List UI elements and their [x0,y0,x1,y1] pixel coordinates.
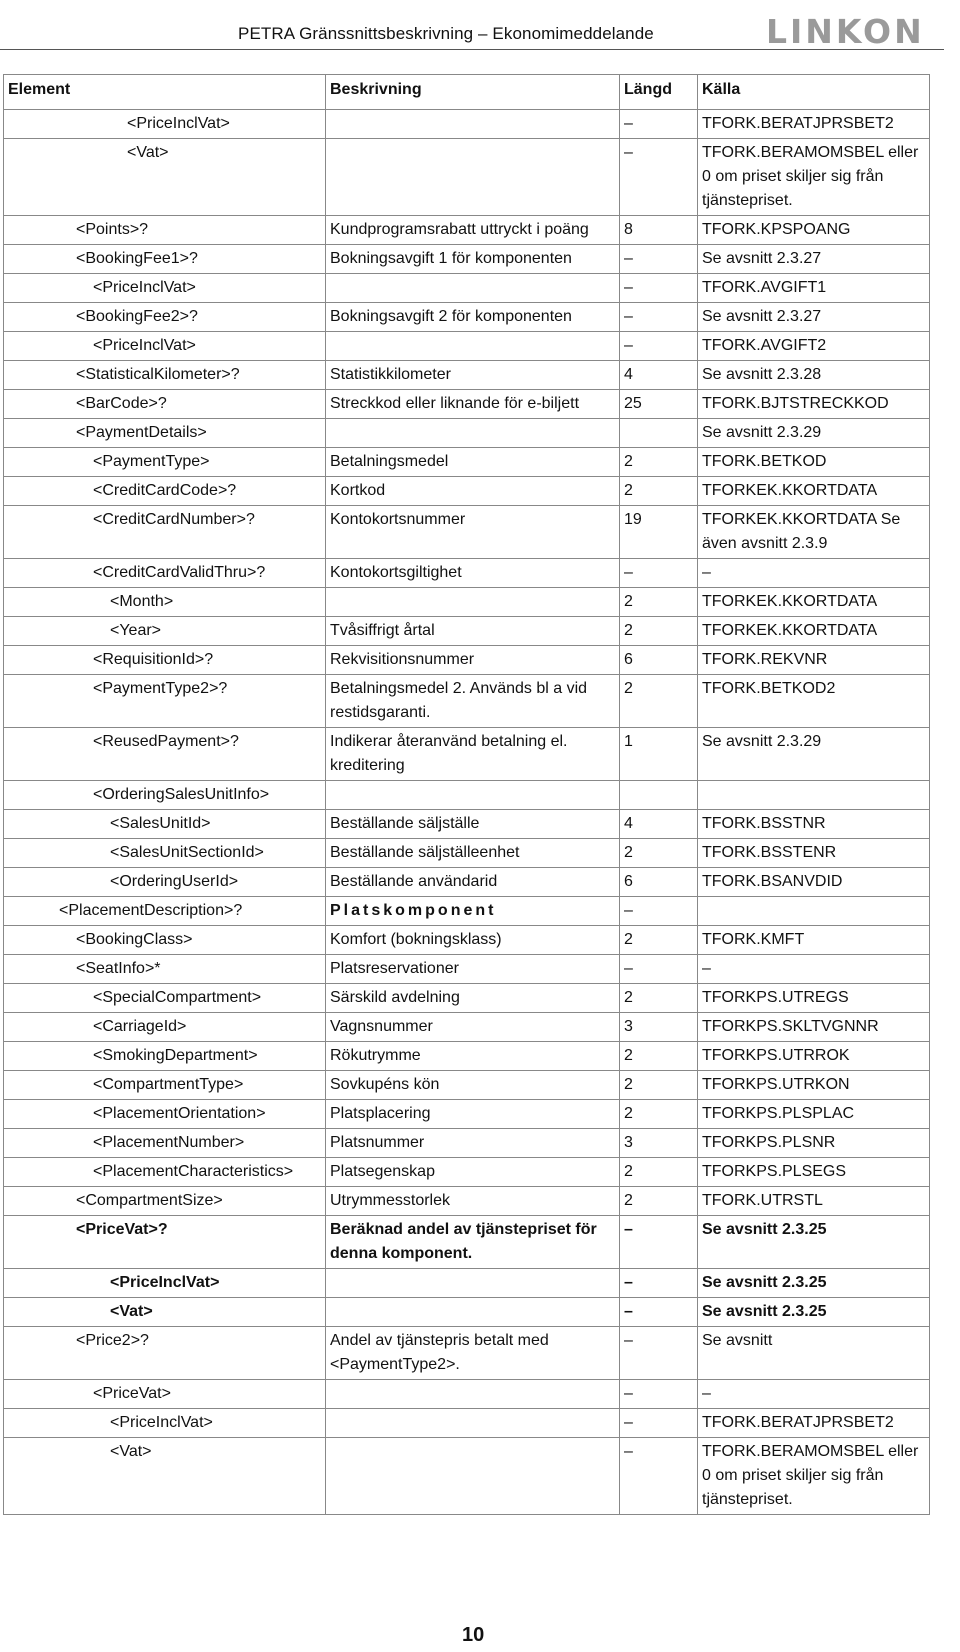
element-cell: <BarCode>? [4,390,326,419]
description-cell: Beställande användarid [326,868,620,897]
page-header [0,0,960,60]
header-divider [0,49,944,50]
description-cell: Platsplacering [326,1100,620,1129]
element-cell: <Month> [4,588,326,617]
description-cell: Andel av tjänstepris betalt med <PaymentType2>. [326,1327,620,1380]
table-row [4,1438,930,1515]
column-header-description: Beskrivning [326,75,620,110]
table-row [4,955,930,984]
source-cell: – [698,559,930,588]
length-cell: 2 [620,1071,698,1100]
table-row [4,1380,930,1409]
source-cell: TFORK.BJTSTRECKKOD [698,390,930,419]
description-cell: Platsreservationer [326,955,620,984]
element-cell: <Points>? [4,216,326,245]
table-row [4,1298,930,1327]
element-cell: <BookingFee2>? [4,303,326,332]
element-cell: <CreditCardCode>? [4,477,326,506]
linkon-logo: LINKON [766,12,925,51]
table-row [4,216,930,245]
table-row [4,1216,930,1269]
source-cell: Se avsnitt 2.3.29 [698,728,930,781]
table-row [4,1187,930,1216]
element-cell: <SmokingDepartment> [4,1042,326,1071]
description-cell: Komfort (bokningsklass) [326,926,620,955]
element-cell: <Vat> [4,139,326,216]
table-row [4,245,930,274]
source-cell: TFORK.KPSPOANG [698,216,930,245]
table-row [4,419,930,448]
element-cell: <PlacementNumber> [4,1129,326,1158]
table-row [4,1269,930,1298]
source-cell: TFORK.UTRSTL [698,1187,930,1216]
length-cell: 2 [620,675,698,728]
length-cell: – [620,110,698,139]
source-cell: TFORKEK.KKORTDATA [698,477,930,506]
table-body [4,110,930,1515]
element-cell: <PriceInclVat> [4,110,326,139]
length-cell: 1 [620,728,698,781]
length-cell: 3 [620,1013,698,1042]
description-cell: Kontokortsgiltighet [326,559,620,588]
length-cell: – [620,245,698,274]
page-number: 10 [462,1624,485,1646]
length-cell: 6 [620,868,698,897]
table-row [4,646,930,675]
source-cell [698,897,930,926]
description-cell: Särskild avdelning [326,984,620,1013]
element-cell: <SeatInfo>* [4,955,326,984]
description-cell: Betalningsmedel [326,448,620,477]
length-cell: – [620,1298,698,1327]
table-row [4,361,930,390]
table-row [4,588,930,617]
source-cell: TFORK.AVGIFT1 [698,274,930,303]
length-cell: – [620,139,698,216]
column-header-length: Längd [620,75,698,110]
source-cell: TFORK.BETKOD [698,448,930,477]
description-cell [326,332,620,361]
description-cell: Kontokortsnummer [326,506,620,559]
length-cell: 2 [620,588,698,617]
column-header-source: Källa [698,75,930,110]
table-row [4,1158,930,1187]
source-cell: Se avsnitt 2.3.25 [698,1269,930,1298]
description-cell [326,1409,620,1438]
table-row [4,1409,930,1438]
length-cell: – [620,897,698,926]
source-cell: Se avsnitt 2.3.27 [698,303,930,332]
table-row [4,477,930,506]
element-specification-table [3,74,930,1515]
source-cell: TFORK.BERAMOMSBEL eller 0 om priset skiljer sig från tjänstepriset. [698,1438,930,1515]
element-cell: <PriceVat> [4,1380,326,1409]
source-cell: TFORKPS.PLSPLAC [698,1100,930,1129]
length-cell [620,781,698,810]
element-cell: <CarriageId> [4,1013,326,1042]
length-cell: – [620,1216,698,1269]
element-cell: <Price2>? [4,1327,326,1380]
element-cell: <PriceVat>? [4,1216,326,1269]
description-cell: Platskomponent [326,897,620,926]
table-row [4,897,930,926]
source-cell: TFORK.BERATJPRSBET2 [698,110,930,139]
source-cell [698,781,930,810]
description-cell [326,781,620,810]
element-cell: <PriceInclVat> [4,1409,326,1438]
source-cell: TFORKPS.SKLTVGNNR [698,1013,930,1042]
element-cell: <CompartmentType> [4,1071,326,1100]
element-cell: <CreditCardValidThru>? [4,559,326,588]
element-cell: <PlacementCharacteristics> [4,1158,326,1187]
table-row [4,1071,930,1100]
source-cell: TFORK.BSSTENR [698,839,930,868]
length-cell: 25 [620,390,698,419]
element-cell: <Vat> [4,1298,326,1327]
table-row [4,868,930,897]
description-cell: Beräknad andel av tjänstepriset för denna komponent. [326,1216,620,1269]
table-row [4,1100,930,1129]
table-row [4,110,930,139]
description-cell: Beställande säljställeenhet [326,839,620,868]
table-row [4,1042,930,1071]
length-cell: 2 [620,477,698,506]
description-cell: Rekvisitionsnummer [326,646,620,675]
element-cell: <PriceInclVat> [4,274,326,303]
length-cell: – [620,1269,698,1298]
description-cell: Kundprogramsrabatt uttryckt i poäng [326,216,620,245]
length-cell: 2 [620,839,698,868]
length-cell: – [620,1438,698,1515]
source-cell: Se avsnitt 2.3.25 [698,1298,930,1327]
description-cell: Kortkod [326,477,620,506]
description-cell [326,1298,620,1327]
length-cell: – [620,559,698,588]
table-row [4,274,930,303]
source-cell: Se avsnitt [698,1327,930,1380]
source-cell: TFORK.BSSTNR [698,810,930,839]
element-cell: <SpecialCompartment> [4,984,326,1013]
description-cell: Utrymmesstorlek [326,1187,620,1216]
table-row [4,810,930,839]
table-row [4,1013,930,1042]
length-cell: 2 [620,1100,698,1129]
table-row [4,926,930,955]
table-row [4,448,930,477]
element-cell: <BookingFee1>? [4,245,326,274]
source-cell: TFORKPS.UTRKON [698,1071,930,1100]
source-cell: TFORK.BERATJPRSBET2 [698,1409,930,1438]
element-cell: <CompartmentSize> [4,1187,326,1216]
description-cell: Statistikkilometer [326,361,620,390]
element-cell: <PlacementDescription>? [4,897,326,926]
description-cell [326,1438,620,1515]
element-cell: <OrderingSalesUnitInfo> [4,781,326,810]
table-row [4,139,930,216]
length-cell: 8 [620,216,698,245]
source-cell: Se avsnitt 2.3.29 [698,419,930,448]
source-cell: – [698,1380,930,1409]
source-cell: – [698,955,930,984]
length-cell: – [620,1409,698,1438]
length-cell: – [620,1380,698,1409]
length-cell: – [620,1327,698,1380]
description-cell: Bokningsavgift 2 för komponenten [326,303,620,332]
length-cell: 6 [620,646,698,675]
element-cell: <Year> [4,617,326,646]
table-row [4,839,930,868]
length-cell: 2 [620,617,698,646]
table-header-row [4,75,930,110]
description-cell: Sovkupéns kön [326,1071,620,1100]
table-row [4,1129,930,1158]
source-cell: TFORKPS.UTRROK [698,1042,930,1071]
element-cell: <PriceInclVat> [4,1269,326,1298]
table-row [4,332,930,361]
element-cell: <BookingClass> [4,926,326,955]
document-title: PETRA Gränssnittsbeskrivning – Ekonomimeddelande [238,24,654,43]
length-cell: 19 [620,506,698,559]
source-cell: TFORK.REKVNR [698,646,930,675]
source-cell: TFORKEK.KKORTDATA Se även avsnitt 2.3.9 [698,506,930,559]
description-cell: Rökutrymme [326,1042,620,1071]
length-cell: 2 [620,448,698,477]
source-cell: TFORK.BETKOD2 [698,675,930,728]
length-cell: – [620,955,698,984]
description-cell: Betalningsmedel 2. Används bl a vid restidsgaranti. [326,675,620,728]
description-cell [326,1269,620,1298]
length-cell: 2 [620,1187,698,1216]
table-row [4,390,930,419]
description-cell: Streckkod eller liknande för e-biljett [326,390,620,419]
table-row [4,617,930,646]
description-cell: Platsegenskap [326,1158,620,1187]
description-cell: Beställande säljställe [326,810,620,839]
element-cell: <PlacementOrientation> [4,1100,326,1129]
column-header-element: Element [4,75,326,110]
element-cell: <ReusedPayment>? [4,728,326,781]
description-cell: Platsnummer [326,1129,620,1158]
element-cell: <CreditCardNumber>? [4,506,326,559]
description-cell: Vagnsnummer [326,1013,620,1042]
length-cell: – [620,332,698,361]
source-cell: TFORK.AVGIFT2 [698,332,930,361]
source-cell: TFORK.KMFT [698,926,930,955]
source-cell: TFORKEK.KKORTDATA [698,617,930,646]
description-cell [326,588,620,617]
length-cell: 2 [620,1158,698,1187]
length-cell: – [620,274,698,303]
source-cell: TFORK.BERAMOMSBEL eller 0 om priset skiljer sig från tjänstepriset. [698,139,930,216]
element-cell: <StatisticalKilometer>? [4,361,326,390]
source-cell: TFORKPS.PLSEGS [698,1158,930,1187]
description-cell: Bokningsavgift 1 för komponenten [326,245,620,274]
table-row [4,506,930,559]
element-cell: <Vat> [4,1438,326,1515]
table-row [4,984,930,1013]
description-cell [326,1380,620,1409]
source-cell: TFORKEK.KKORTDATA [698,588,930,617]
source-cell: TFORKPS.UTREGS [698,984,930,1013]
table-row [4,559,930,588]
description-cell [326,274,620,303]
table-row [4,781,930,810]
length-cell: 4 [620,810,698,839]
element-cell: <SalesUnitId> [4,810,326,839]
source-cell: TFORK.BSANVDID [698,868,930,897]
element-cell: <PaymentType2>? [4,675,326,728]
table-header [4,75,930,110]
source-cell: Se avsnitt 2.3.28 [698,361,930,390]
element-cell: <PaymentType> [4,448,326,477]
length-cell: 4 [620,361,698,390]
source-cell: TFORKPS.PLSNR [698,1129,930,1158]
length-cell: 2 [620,926,698,955]
length-cell [620,419,698,448]
length-cell: 2 [620,984,698,1013]
table-row [4,675,930,728]
length-cell: 2 [620,1042,698,1071]
source-cell: Se avsnitt 2.3.27 [698,245,930,274]
length-cell: 3 [620,1129,698,1158]
description-cell: Indikerar återanvänd betalning el. kreditering [326,728,620,781]
element-cell: <RequisitionId>? [4,646,326,675]
description-cell [326,110,620,139]
table-row [4,303,930,332]
source-cell: Se avsnitt 2.3.25 [698,1216,930,1269]
element-cell: <SalesUnitSectionId> [4,839,326,868]
element-cell: <PriceInclVat> [4,332,326,361]
element-cell: <OrderingUserId> [4,868,326,897]
description-cell: Tvåsiffrigt årtal [326,617,620,646]
description-cell [326,139,620,216]
element-cell: <PaymentDetails> [4,419,326,448]
table-row [4,728,930,781]
description-cell [326,419,620,448]
length-cell: – [620,303,698,332]
table-row [4,1327,930,1380]
